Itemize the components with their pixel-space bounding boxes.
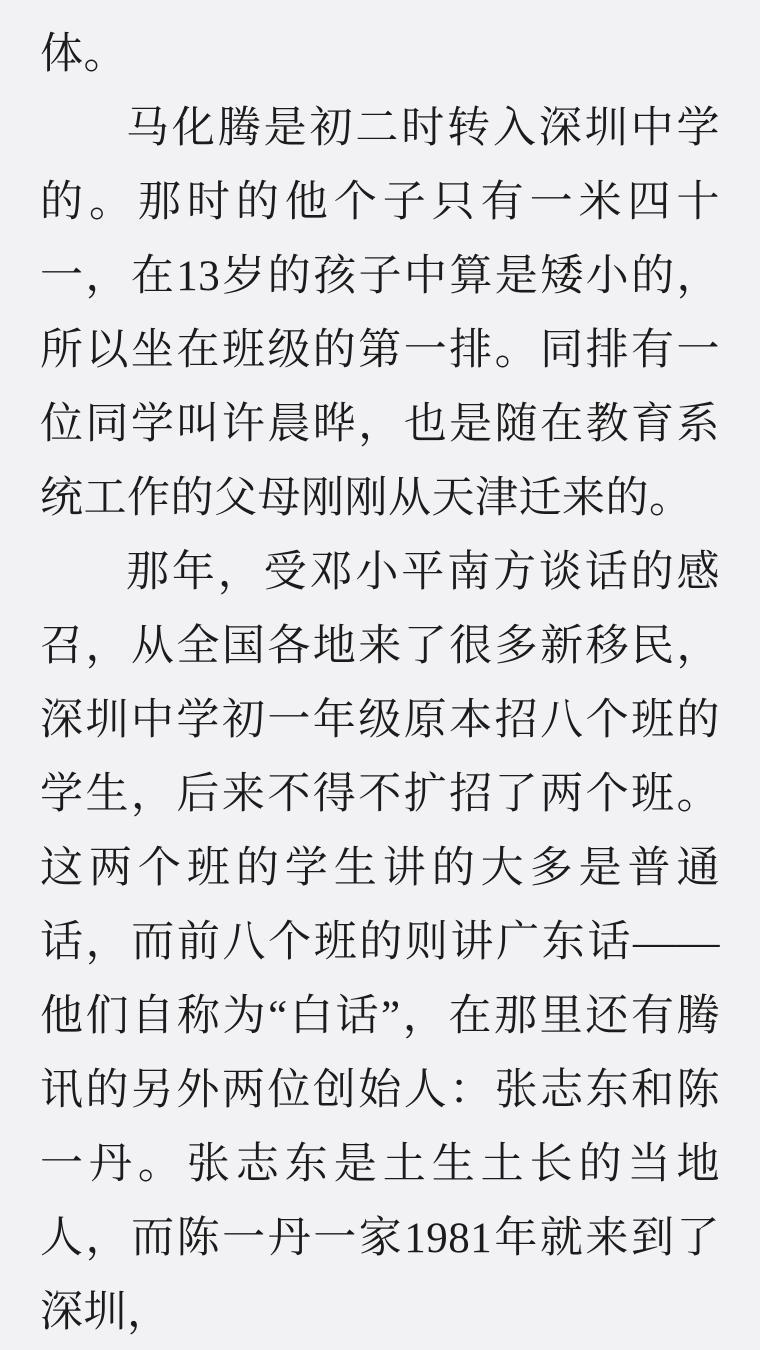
paragraph-continuation: 体。: [40, 31, 127, 78]
paragraph-ma-huateng: 马化腾是初二时转入深圳中学的。那时的他个子只有一米四十一，在13岁的孩子中算是矮小的，所以坐在班级的第一排。同排有一位同学叫许晨晔，也是随在教育系统工作的父母刚刚从天津迁来的。: [40, 105, 720, 522]
reader-text-body: [40, 18, 720, 1350]
paragraph-that-year: 那年，受邓小平南方谈话的感召，从全国各地来了很多新移民，深圳中学初一年级原本招八个班的学生，后来不得不扩招了两个班。这两个班的学生讲的大多是普通话，而前八个班的则讲广东话——他们自称为“白话”，在那里还有腾讯的另外两位创始人：张志东和陈一丹。张志东是土生土长的当地人，而陈一丹一家1981年就来到了深圳，: [40, 549, 720, 1336]
